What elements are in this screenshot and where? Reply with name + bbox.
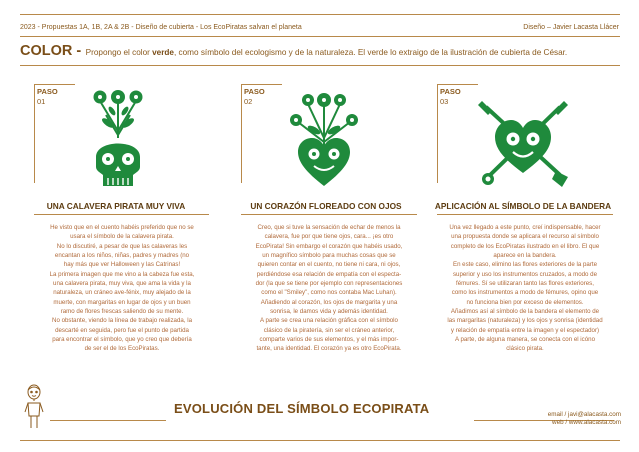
step3-line: y relación de empatía entre la imagen y el espectador)	[450, 326, 600, 334]
step1-line: para encontrar el símbolo, que yo creo que debería	[52, 336, 192, 344]
step3-line: En este caso, elimino las flores exteriores de la parte	[452, 261, 598, 269]
step2-line: como el "Smiley", como nos contaba Mac Luhan).	[261, 289, 397, 297]
footer-title: EVOLUCIÓN DEL SÍMBOLO ECOPIRATA	[174, 401, 430, 416]
color-title: COLOR -	[20, 43, 82, 59]
step1-line: muerte, con margaritas en lugar de ojos y un buen	[53, 298, 191, 306]
step1-line: He visto que en el cuento habéis preferido que no se	[50, 224, 194, 231]
color-statement	[20, 42, 567, 60]
step2-line: comparte varios de sus elementos, y el más impor-	[259, 336, 399, 344]
step3-line: A parte, de alguna manera, se conecta con el icóno	[455, 336, 595, 344]
header-right-text: Diseño – Javier Lacasta Llácer	[523, 24, 619, 31]
step3-text	[420, 223, 630, 354]
header-bottom-rule	[20, 36, 620, 37]
color-text	[86, 48, 568, 57]
step2-line: tante, una identidad. El corazón ya es otro EcoPirata.	[256, 345, 402, 353]
color-text-before: Propongo el color	[85, 48, 153, 57]
step1-line: usara el símbolo de la calavera pirata.	[70, 233, 174, 241]
step1-line: La primera imagen que me vino a la cabeza fue esta,	[49, 270, 195, 278]
step2-line: dor (la que se tiene por ejemplo con representaciones	[255, 280, 403, 288]
step3-line: superior y uso los instrumentos cruzados, a modo de	[452, 270, 598, 278]
step2-line: un magnífico símbolo para muchas cosas que se	[262, 252, 396, 260]
step1-line: descarté en seguida, pero fue el punto de partida	[55, 326, 189, 334]
step2-line: EcoPirata! Sin embargo el corazón que habéis usado,	[255, 242, 403, 250]
step2-line: Añadiendo al corazón, los ojos de margarita y una	[260, 298, 398, 306]
step3-paso: PASO	[440, 87, 461, 96]
author-portrait-icon	[24, 384, 44, 430]
step3-line: Añadimos así al símbolo de la bandera el elemento de	[450, 308, 600, 316]
step3-title: APLICACIÓN AL SÍMBOLO DE LA BANDERA	[434, 201, 612, 211]
footer-web[interactable]: web / www.alacasta.com	[552, 419, 621, 426]
color-rule	[20, 65, 620, 66]
step3-line: no funciona bien por exceso de elementos.	[466, 298, 584, 306]
header-top-rule	[20, 14, 620, 15]
step2-number: 02	[244, 97, 253, 106]
step1-line: ramo de flores frescas saliendo de su mente.	[60, 308, 184, 316]
footer-email[interactable]: email / javi@alacasta.com	[547, 411, 621, 418]
step1-line: encantan a los niños, niñas, padres y madres (no	[54, 252, 190, 260]
heart-crossed-instruments-icon	[478, 95, 568, 190]
step2-text	[225, 223, 433, 354]
step2-line: quieren contar en el cuento, no tiene ni cara, ni ojos,	[257, 261, 401, 269]
step1-line: naturaleza, un cráneo ave-fénix, muy alejado de la	[53, 289, 191, 297]
step2-line: perdiéndose esa relación de empatía con el especta-	[256, 270, 402, 278]
step2-title-rule	[241, 214, 417, 215]
step1-title-rule	[34, 214, 209, 215]
step1-line: una calavera pirata, muy viva, que ama la vida y la	[53, 280, 191, 288]
step1-line: No lo discutiré, a pesar de que las calaveras les	[56, 242, 188, 250]
step1-line: de ser el de los EcoPiratas.	[84, 345, 160, 353]
step3-number: 03	[440, 97, 449, 106]
step2-line: clásico de la piratería, sin ser el cráneo anterior,	[263, 326, 395, 334]
step2-line: Creo, que si tuve la sensación de echar de menos la	[257, 224, 401, 231]
step1-text	[22, 223, 222, 354]
header-left-text: 2023 - Propuestas 1A, 1B, 2A & 2B - Diseño de cubierta - Los EcoPiratas salvan el planeta	[20, 24, 302, 31]
step3-line: como los instrumentos a modo de fémures, opino que	[451, 289, 599, 297]
flower-heart-icon	[284, 88, 364, 188]
step1-line: hay más que ver Halloween y las Catrinas!	[63, 261, 181, 269]
footer-bottom-rule	[20, 440, 620, 441]
step2-label	[244, 86, 265, 106]
step2-title: UN CORAZÓN FLOREADO CON OJOS	[250, 201, 402, 211]
footer-rule-left	[50, 420, 166, 421]
step2-paso: PASO	[244, 87, 265, 96]
color-text-after: , como símbolo del ecologismo y de la naturaleza. El verde lo extraigo de la ilustración de cubierta de César.	[173, 48, 568, 57]
step1-title: UNA CALAVERA PIRATA MUY VIVA	[46, 201, 186, 211]
step1-line: No obstante, viendo la línea de trabajo realizada, la	[52, 317, 192, 325]
footer-contact	[548, 411, 621, 427]
step2-line: A parte se crea una relación gráfica con el símbolo	[260, 317, 398, 325]
step1-number: 01	[37, 97, 46, 106]
step2-line: sonrisa, le damos vida y además identidad.	[270, 308, 388, 316]
step1-paso: PASO	[37, 87, 58, 96]
step3-line: Una vez llegado a este punto, creí indispensable, hacer	[449, 224, 601, 231]
step3-line: clásico pirata.	[506, 345, 544, 353]
step3-line: aparece en la bandera.	[493, 252, 557, 260]
skull-flower-icon	[78, 83, 158, 193]
color-text-bold: verde	[152, 48, 174, 57]
step3-title-rule	[437, 214, 613, 215]
step3-line: completo de los EcoPiratas ilustrado en el libro. El que	[450, 242, 600, 250]
step3-line: las margaritas (naturaleza) y los ojos y sonrisa (identidad	[447, 317, 603, 325]
step3-label	[440, 86, 461, 106]
step1-label	[37, 86, 58, 106]
step3-line: una propuesta donde se aplicara el recurso al símbolo	[451, 233, 599, 241]
step2-line: calavera, fue por que tiene ojos, cara... ¡es otro	[264, 233, 394, 241]
step3-line: fémures. Sí se utilizaran tanto las flores exteriores,	[456, 280, 594, 288]
